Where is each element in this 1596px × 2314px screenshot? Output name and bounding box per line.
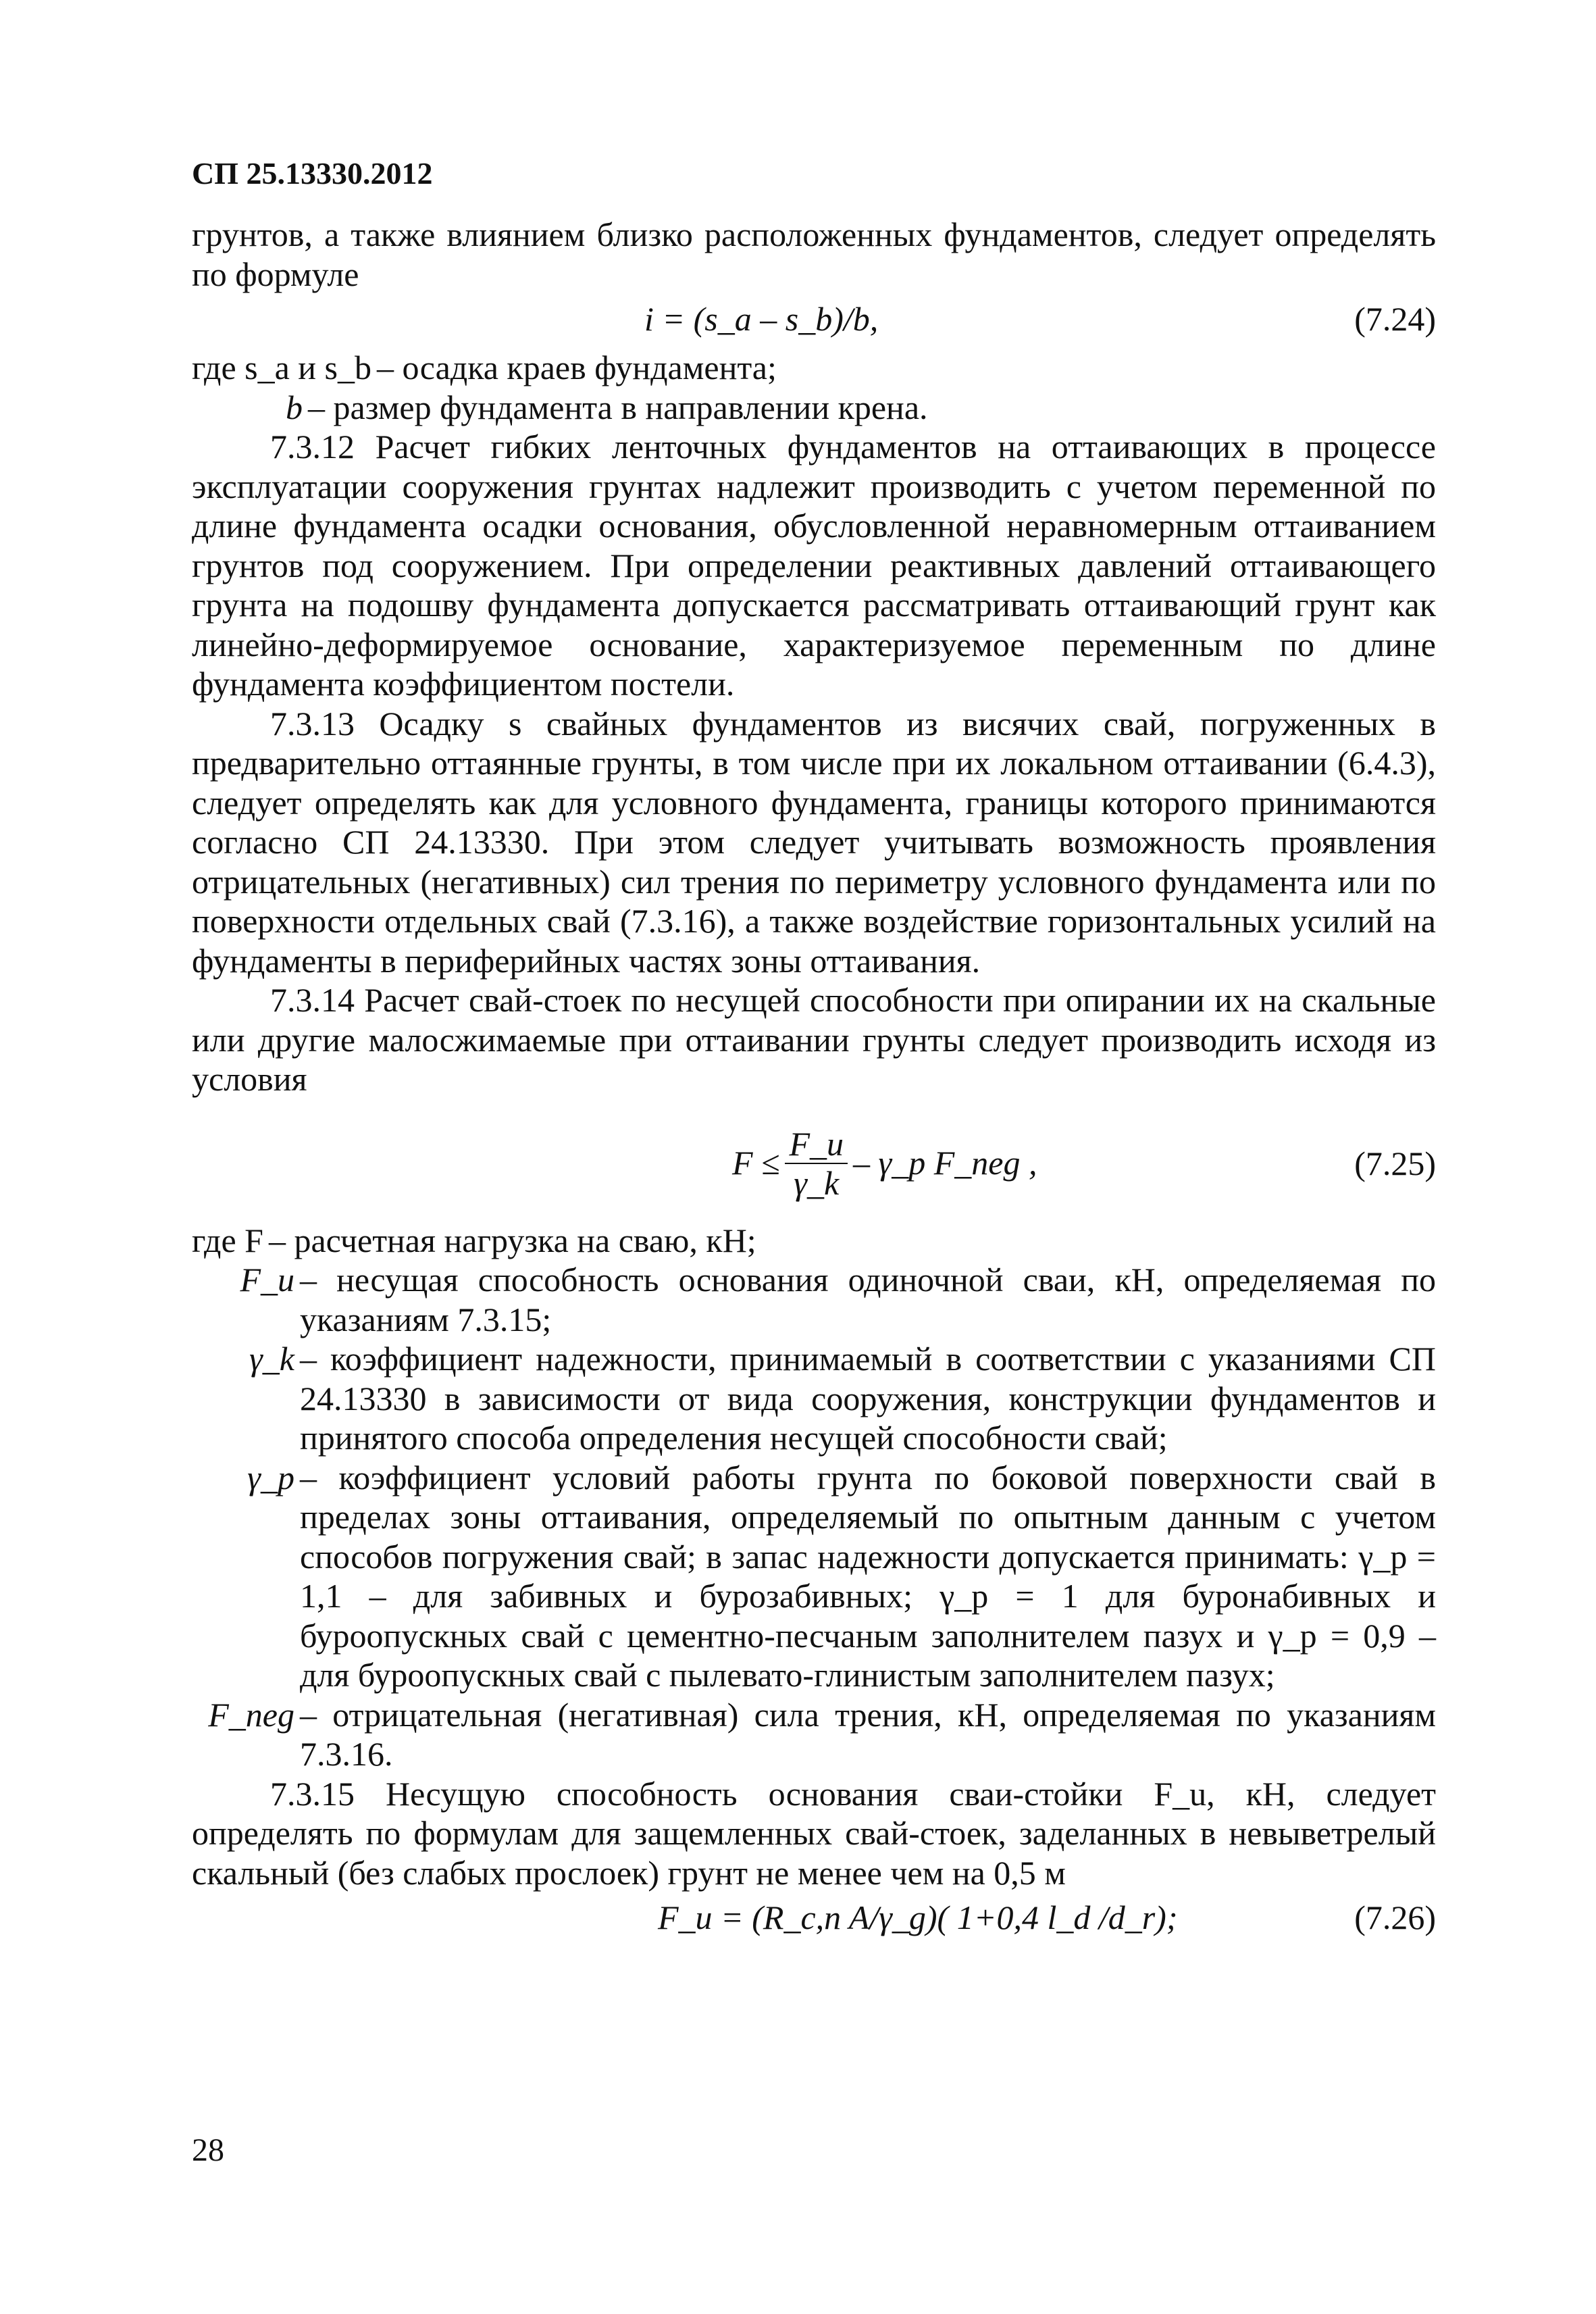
definitions-7-25 [192,1221,1436,1774]
definition-row [192,1695,1436,1774]
formula-7-24 [192,294,1436,348]
formula-7-26-number: (7.26) [1354,1898,1436,1936]
formula-7-25-numerator: F_u [785,1125,848,1164]
definition-row [192,1221,1436,1261]
definition-text: – коэффициент надежности, принимаемый в соответствии с указаниями СП 24.13330 в зависимости от вида сооружения, конструкции фундаментов и принятого способа определения несущей способности свай; [300,1340,1436,1457]
definition-row [192,388,1436,428]
definition-row [192,1458,1436,1695]
definition-text: – осадка краев фундамента; [377,349,777,386]
definition-row [192,348,1436,388]
definition-text: – отрицательная (негативная) сила трения, кН, определяемая по указаниям 7.3.16. [300,1695,1436,1773]
definition-symbol: F_u [240,1261,294,1299]
definition-symbol: где F [192,1221,263,1259]
definition-symbol: где s_a и s_b [192,349,372,386]
definition-symbol: γ_k [249,1340,294,1378]
intro-paragraph: грунтов, а также влиянием близко расположенных фундаментов, следует определять по формуле [192,216,1436,293]
paragraph-7-3-13: 7.3.13 Осадку s свайных фундаментов из висячих свай, погруженных в предварительно оттаянные грунты, в том числе при их локальном оттаивании (6.4.3), следует определять как для условного фундамента, границы которого принимаются согласно СП 24.13330. При этом следует учитывать возможность проявления отрицательных (негативных) сил трения по периметру условного фундамента или по поверхности отдельных свай (7.3.16), а также воздействие горизонтальных усилий на фундаменты в периферийных частях зоны оттаивания. [192,704,1436,980]
formula-7-25-rhs: – γ_p F_neg , [853,1144,1037,1182]
definition-symbol: F_neg [208,1695,294,1734]
formula-7-25-lhs: F ≤ [732,1144,780,1182]
document-body [192,215,1436,1946]
definition-row [192,1260,1436,1339]
paragraph-7-3-12: 7.3.12 Расчет гибких ленточных фундаментов на оттаивающих в процессе эксплуатации сооружения грунтах надлежит производить с учетом переменной по длине фундамента осадки основания, обусловленной неравномерным оттаиванием грунтов под сооружением. При определении реактивных давлений оттаивающего грунта на подошву фундамента допускается рассматривать оттаивающий грунт как линейно-деформируемое основание, характеризуемое переменным по длине фундамента коэффициентом постели. [192,428,1436,703]
definition-symbol: γ_p [247,1458,294,1496]
formula-7-25 [192,1106,1436,1221]
formula-7-24-number: (7.24) [1354,300,1436,338]
definition-text: – размер фундамента в направлении крена. [308,388,928,426]
formula-7-26-expression: F_u = (R_c,n A/γ_g)( 1+0,4 l_d /d_r); [658,1898,1178,1936]
paragraph-7-3-15: 7.3.15 Несущую способность основания сваи-стойки F_u, кН, следует определять по формулам для защемленных свай-стоек, заделанных в невыветрелый скальный (без слабых прослоек) грунт не менее чем на 0,5 м [192,1774,1436,1892]
definition-text: – несущая способность основания одиночной сваи, кН, определяемая по указаниям 7.3.15; [300,1261,1436,1338]
formula-7-26 [192,1892,1436,1946]
formula-7-25-fraction [785,1125,848,1202]
document-code-header: СП 25.13330.2012 [192,156,433,191]
paragraph-7-3-14: 7.3.14 Расчет свай-стоек по несущей способности при опирании их на скальные или другие малосжимаемые при оттаивании грунты следует производить исходя из условия [192,981,1436,1098]
formula-7-25-denominator: γ_k [794,1163,840,1202]
page-number: 28 [192,2132,224,2168]
formula-7-25-expression [732,1125,1037,1202]
formula-7-25-number: (7.25) [1354,1144,1436,1182]
definitions-7-24 [192,348,1436,427]
definition-text: – коэффициент условий работы грунта по боковой поверхности свай в пределах зоны оттаивания, определяемый по опытным данным с учетом способов погружения свай; в запас надежности допускается принимать: γ_p = 1,1 – для забивных и бурозабивных; γ_p = 1 для буронабивных и буроопускных свай с цементно-песчаным заполнителем пазух и γ_p = 0,9 – для буроопускных свай с пылевато-глинистым заполнителем пазух; [300,1458,1436,1694]
definition-row [192,1339,1436,1458]
definition-text: – расчетная нагрузка на сваю, кН; [268,1221,756,1259]
definition-symbol: b [286,388,303,426]
formula-7-24-expression: i = (s_a – s_b)/b, [644,300,879,338]
